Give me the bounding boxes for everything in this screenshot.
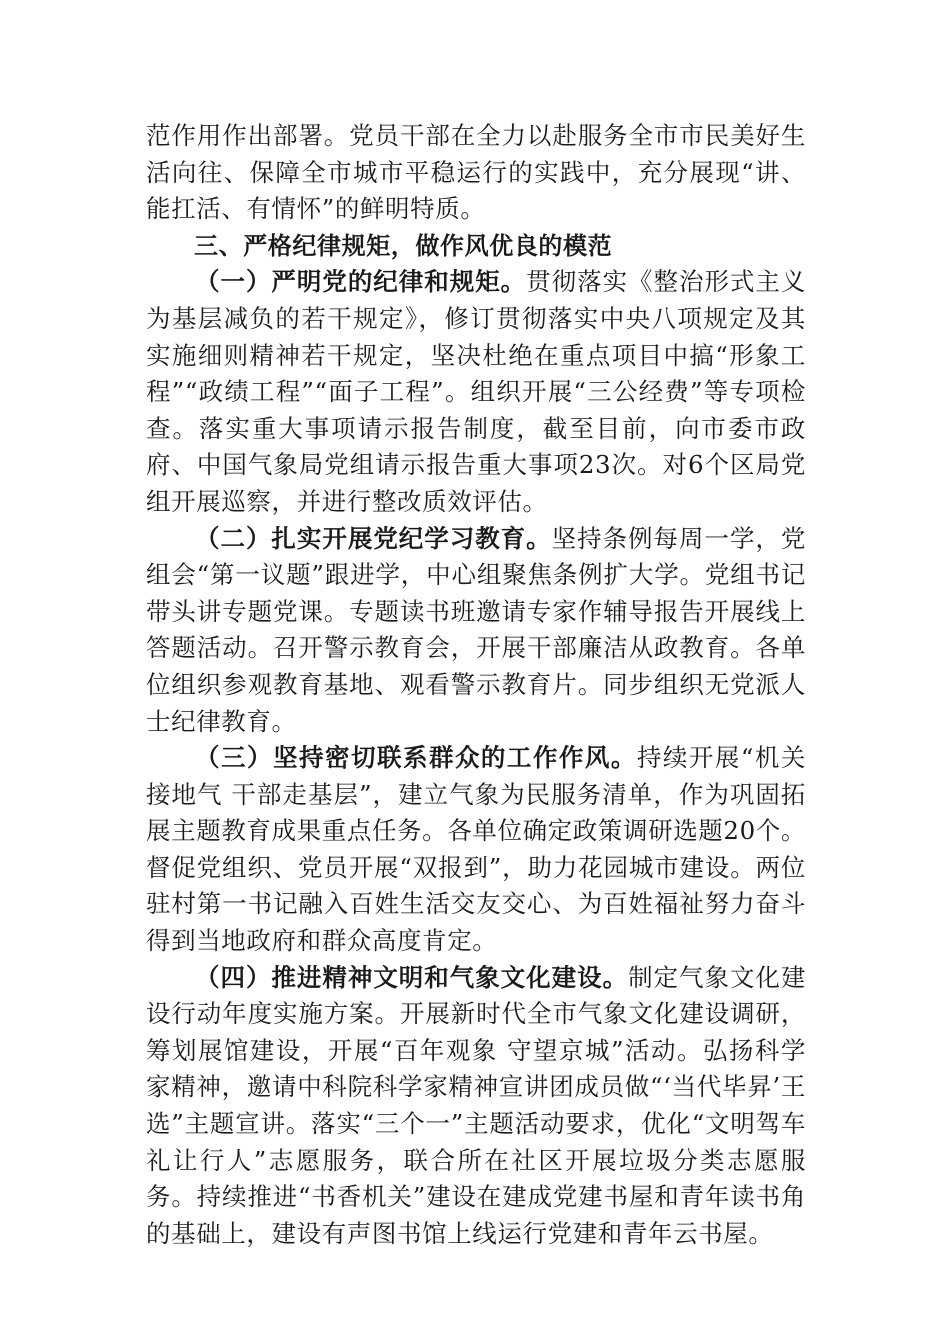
item-body-3: 持续开展“机关接地气 干部走基层”，建立气象为民服务清单，作为巩固拓展主题教育成果重点任务。各单位确定政策调研选题20个。督促党组织、党员开展“双报到”，助力花园城市建设。两位驻村第一书记融入百姓生活交友交心、为百姓福祉努力奋斗得到当地政府和群众高度肯定。 (146, 743, 806, 956)
item-paragraph-1 (146, 264, 806, 520)
section-heading: 三、严格纪律规矩，做作风优良的模范 (194, 231, 613, 260)
item-paragraph-4 (146, 960, 806, 1253)
item-body-4: 制定气象文化建设行动年度实施方案。开展新时代全市气象文化建设调研，筹划展馆建设，开展“百年观象 守望京城”活动。弘扬科学家精神，邀请中科院科学家精神宣讲团成员做“‘当代毕昇’王选”主题宣讲。落实“三个一”主题活动要求，优化“文明驾车 礼让行人”志愿服务，联合所在社区开展垃圾分类志愿服务。持续推进“书香机关”建设在建成党建书屋和青年读书角的基础上，建设有声图书馆上线运行党建和青年云书屋。 (146, 962, 807, 1248)
item-lead-4: （四）推进精神文明和气象文化建设。 (195, 962, 629, 992)
item-lead-1: （一）严明党的纪律和规矩。 (195, 267, 527, 297)
item-lead-2: （二）扎实开展党纪学习教育。 (195, 523, 552, 553)
item-paragraph-3 (146, 740, 806, 960)
document-body (146, 118, 806, 1252)
item-body-1: 贯彻落实《整治形式主义为基层减负的若干规定》，修订贯彻落实中央八项规定及其实施细则精神若干规定，坚决杜绝在重点项目中搞“形象工程”“政绩工程”“面子工程”。组织开展“三公经费”等专项检查。落实重大事项请示报告制度，截至目前，向市委市政府、中国气象局党组请示报告重大事项23次。对6个区局党组开展巡察，并进行整改质效评估。 (146, 267, 806, 516)
item-lead-3: （三）坚持密切联系群众的工作作风。 (195, 743, 637, 773)
item-paragraph-2 (146, 521, 806, 741)
intro-paragraph: 范作用作出部署。党员干部在全力以赴服务全市市民美好生活向往、保障全市城市平稳运行的实践中，充分展现“讲、能扛活、有情怀”的鲜明特质。 (146, 121, 806, 224)
item-body-2: 坚持条例每周一学，党组会“第一议题”跟进学，中心组聚焦条例扩大学。党组书记带头讲专题党课。专题读书班邀请专家作辅导报告开展线上答题活动。召开警示教育会，开展干部廉洁从政教育。各单位组织参观教育基地、观看警示教育片。同步组织无党派人士纪律教育。 (146, 523, 807, 736)
